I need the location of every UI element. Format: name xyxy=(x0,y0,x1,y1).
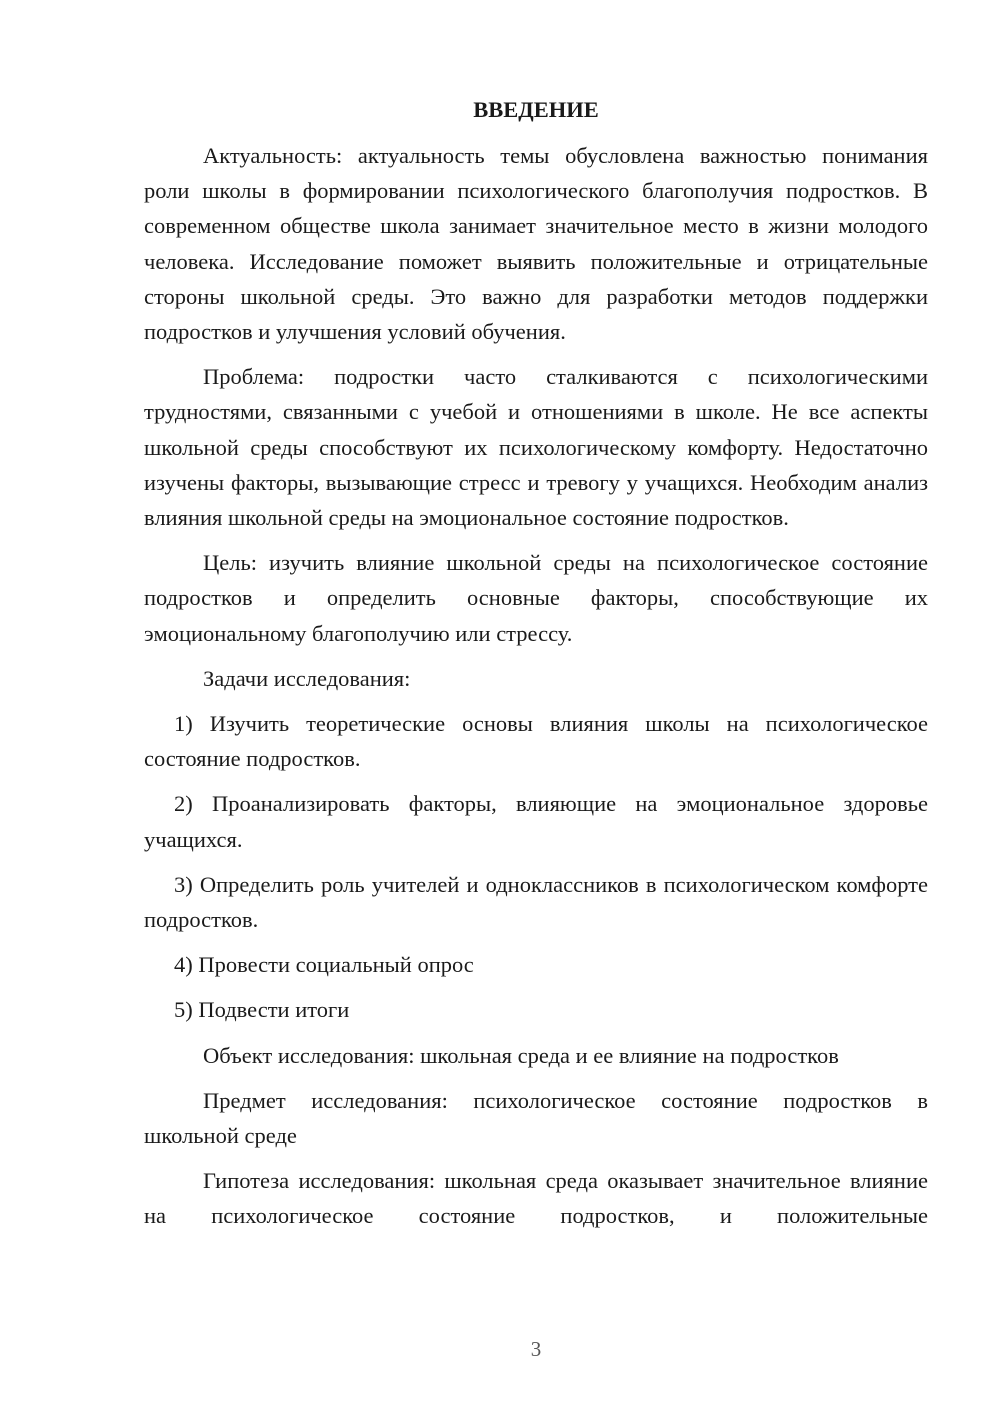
page-body xyxy=(144,92,928,1244)
paragraph-goal: Цель: изучить влияние школьной среды на психологическое состояние подростков и определить основные факторы, способствующие их эмоциональному благополучию или стрессу. xyxy=(144,550,928,646)
page-title: ВВЕДЕНИЕ xyxy=(473,97,599,122)
task-item-1: 1) Изучить теоретические основы влияния школы на психологическое состояние подростков. xyxy=(144,711,928,772)
task-item-3: 3) Определить роль учителей и одноклассников в психологическом комфорте подростков. xyxy=(144,871,928,933)
paragraph-problem: Проблема: подростки часто сталкиваются с психологическими трудностями, связанными с учебой и отношениями в школе. Не все аспекты школьной среды способствуют их психологическому комфорту. Недостаточно изучены факторы, вызывающие стресс и тревогу у учащихся. Необходим анализ влияния школьной среды на эмоциональное состояние подростков. xyxy=(144,364,928,531)
tasks-heading: Задачи исследования: xyxy=(203,665,411,691)
paragraph-relevance: Актуальность: актуальность темы обусловлена важностью понимания роли школы в формировании психологического благополучия подростков. В современном обществе школа занимает значительное место в жизни молодого человека. Исследование поможет выявить положительные и отрицательные стороны школьной среды. Это важно для разработки методов поддержки подростков и улучшения условий обучения. xyxy=(144,143,928,345)
paragraph-subject: Предмет исследования: психологическое состояние подростков в школьной среде xyxy=(144,1087,928,1149)
task-item-2: 2) Проанализировать факторы, влияющие на эмоциональное здоровье учащихся. xyxy=(144,791,928,852)
paragraph-hypothesis: Гипотеза исследования: школьная среда оказывает значительное влияние на психологическое состояние подростков, и положительные xyxy=(144,1168,928,1229)
page-number: 3 xyxy=(530,1337,542,1361)
task-item-4: 4) Провести социальный опрос xyxy=(174,952,474,978)
task-item-5: 5) Подвести итоги xyxy=(174,997,350,1023)
paragraph-object: Объект исследования: школьная среда и ее влияние на подростков xyxy=(203,1042,839,1068)
